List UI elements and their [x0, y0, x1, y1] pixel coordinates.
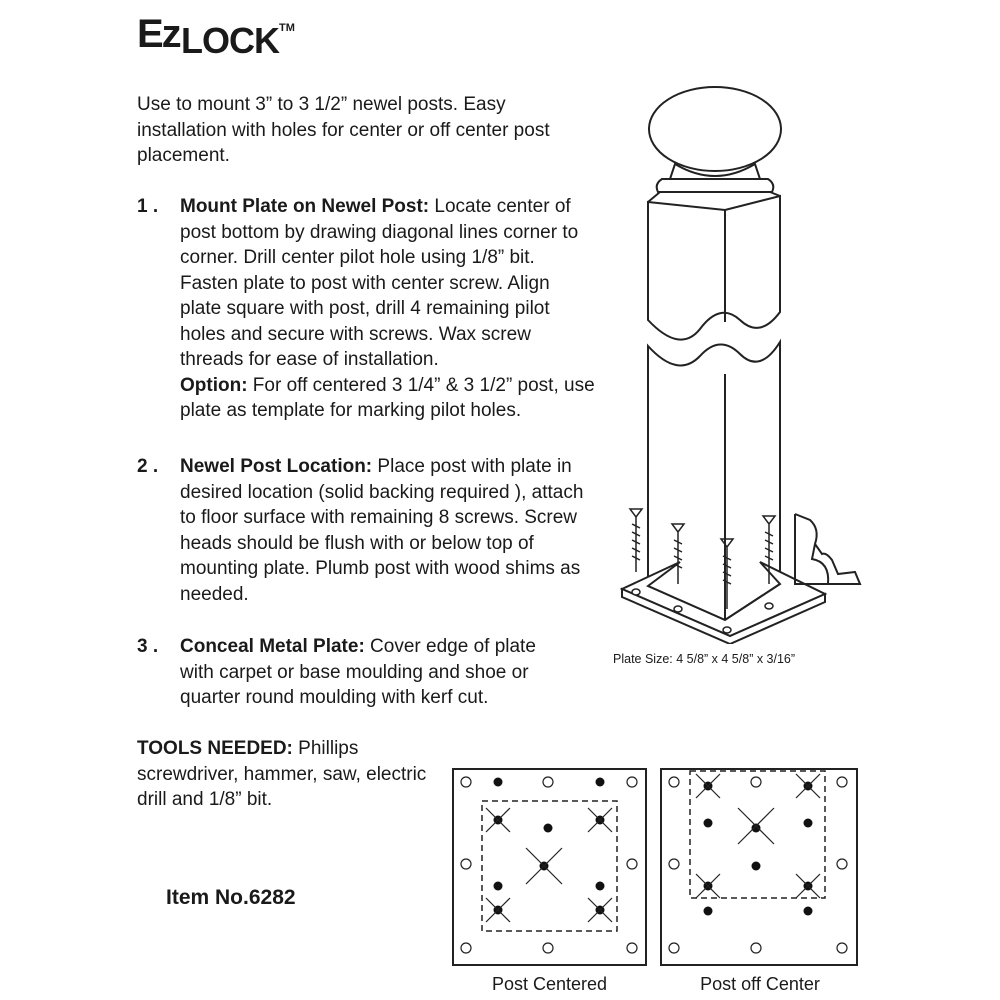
option-text: For off centered 3 1/4” & 3 1/2” post, use plate as template for marking pilot holes. [180, 374, 595, 421]
post-lower-shaft [648, 342, 780, 620]
step-body [180, 194, 595, 424]
post-off-center-caption: Post off Center [700, 974, 820, 994]
step-heading: Conceal Metal Plate: [180, 636, 365, 657]
step-body [180, 634, 560, 711]
tools-text: Phillips screwdriver, hammer, saw, electric drill and 1/8” bit. [137, 738, 427, 810]
plate-diagram-off-center [660, 768, 860, 968]
base-moulding [795, 514, 860, 584]
step-number: 2 . [137, 456, 159, 477]
step-body [180, 454, 600, 607]
screw-icon [630, 509, 642, 572]
ezlock-logo [137, 4, 317, 66]
tools-heading: TOOLS NEEDED: [137, 738, 293, 759]
item-number: Item No.6282 [166, 886, 296, 909]
logo-ez: Ez [137, 12, 180, 56]
logo-lock: LOCK [181, 20, 279, 61]
plate-size-caption: Plate Size: 4 5/8” x 4 5/8” x 3/16” [613, 652, 796, 666]
post-centered-caption: Post Centered [491, 974, 608, 994]
intro-text: Use to mount 3” to 3 1/2” newel posts. Easy installation with holes for center or off center post placement. [137, 94, 550, 166]
step-heading: Newel Post Location: [180, 456, 373, 477]
post-top-block [648, 196, 780, 340]
logo-trademark: TM [279, 22, 295, 34]
step-text: Place post with plate in desired location (solid backing required ), attach to floor surface with remaining 8 screws. Screw heads should be flush with or below top of mounting plate. Plumb post with wood shims as needed. [180, 456, 584, 605]
newel-post-illustration [600, 84, 880, 644]
step-heading: Mount Plate on Newel Post: [180, 196, 430, 217]
post-collar [657, 179, 774, 192]
step-text: Cover edge of plate with carpet or base moulding and shoe or quarter round moulding with kerf cut. [180, 636, 536, 708]
plate-diagram-centered [452, 768, 648, 968]
step-number: 3 . [137, 636, 159, 657]
option-heading: Option: [180, 374, 248, 396]
step-number: 1 . [137, 196, 159, 217]
step-text: Locate center of post bottom by drawing diagonal lines corner to corner. Drill center pilot hole using 1/8” bit. Fasten plate to post with center screw. Align plate square with post, drill 4 remaining pilot holes and secure with screws. Wax screw threads for ease of installation. [180, 196, 579, 370]
post-knob [649, 87, 781, 171]
tools-needed [137, 736, 437, 813]
